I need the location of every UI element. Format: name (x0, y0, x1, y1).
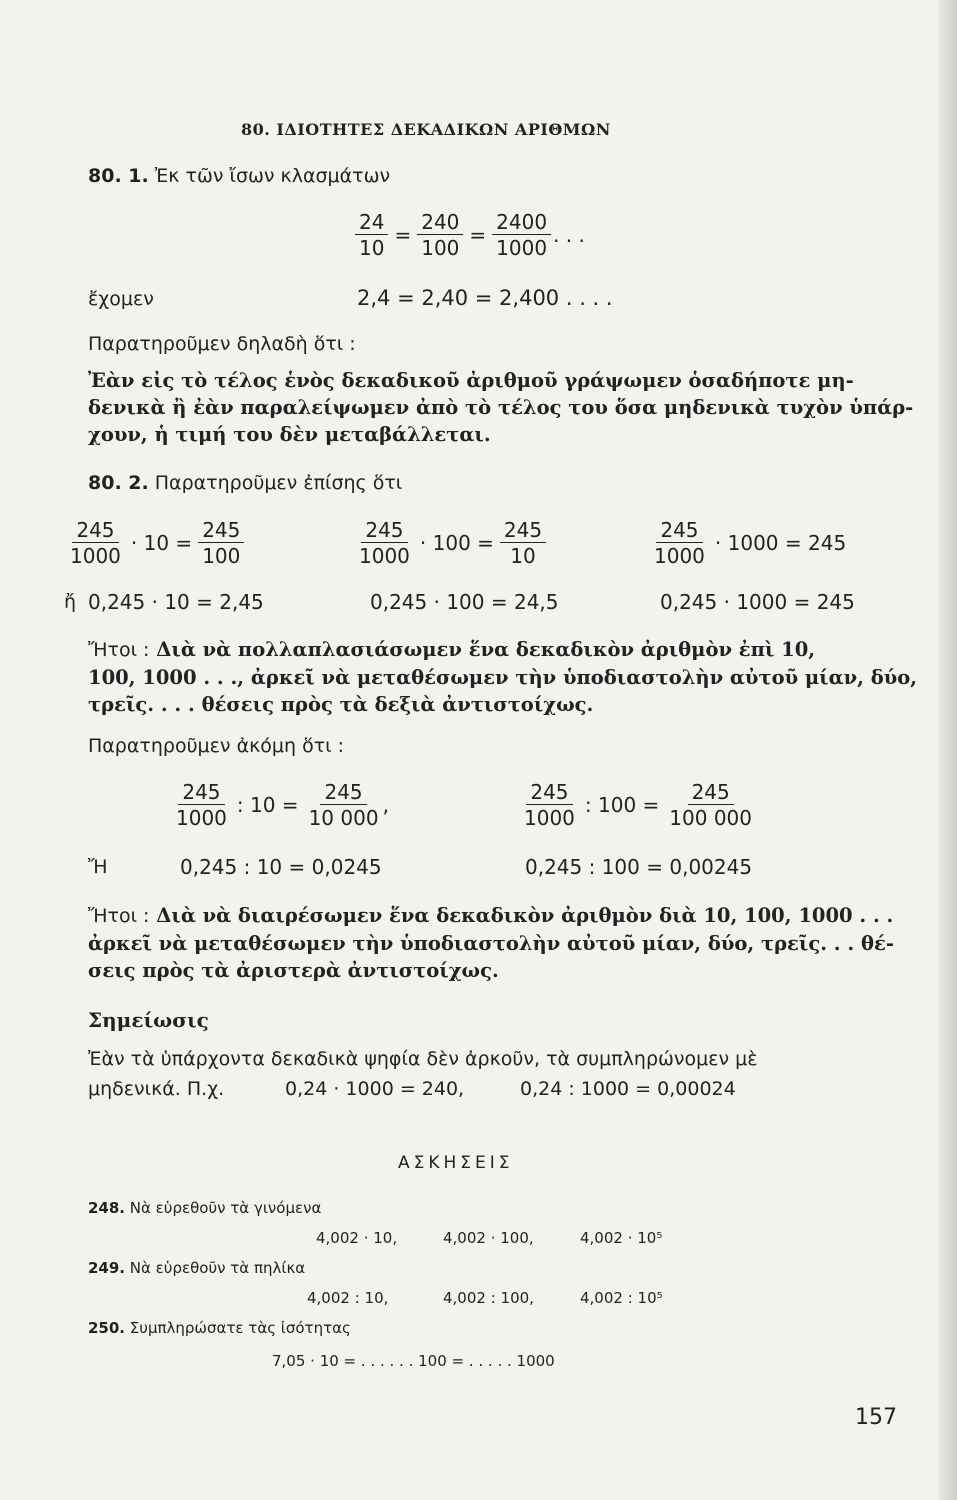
section-heading: 80. ΙΔΙΟΤΗΤΕΣ ΔΕΚΑΔΙΚΩΝ ΑΡΙΘΜΩΝ (241, 120, 611, 139)
or-label: ἤ (64, 591, 77, 613)
exercise-249-a: 4,002 : 10, (307, 1289, 389, 1307)
exercise-249: 249. Νὰ εὑρεθοῦν τὰ πηλίκα (88, 1259, 306, 1277)
observe-line-2: Παρατηροῦμεν ἀκόμη ὅτι : (88, 735, 345, 757)
section-80-1-intro: 80. 1. Ἐκ τῶν ἴσων κλασμάτων (88, 165, 391, 187)
division-2: $\frac{245}{1000}$ : 100 = $\frac{245}{100 000}$ (524, 780, 753, 830)
exercise-248-b: 4,002 · 100, (443, 1229, 534, 1247)
or-label-2: Ἤ (88, 856, 108, 878)
rule-paragraph-1: Ἐὰν εἰς τὸ τέλος ἑνὸς δεκαδικοῦ ἀριθμοῦ γράψωμεν ὁσαδήποτε μη- δενικὰ ἢ ἐὰν παραλείψωμεν ἀπὸ τὸ τέλος του ὅσα μηδενικὰ τυχὸν ὑπάρ- χουν, ἡ τιμή του δὲν μεταβάλλεται. (88, 369, 914, 446)
decimal-product-1: 0,245 · 10 = 2,45 (88, 590, 264, 614)
rule-paragraph-2: Ἤτοι : Διὰ νὰ πολλαπλασιάσωμεν ἕνα δεκαδικὸν ἀριθμὸν ἐπὶ 10, 100, 1000 . . ., ἀρκεῖ νὰ μεταθέσωμεν τὴν ὑποδιαστολὴν αὐτοῦ μίαν, δύο, τρεῖς. . . . θέσεις πρὸς τὰ δεξιὰ ἀντιστοίχως. (88, 638, 918, 716)
multiplication-3: $\frac{245}{1000}$ · 1000 = 245 (654, 518, 847, 568)
multiplication-2: $\frac{245}{1000}$ · 100 = $\frac{245}{10}$ (355, 520, 546, 566)
decimal-product-3: 0,245 · 1000 = 245 (660, 590, 855, 614)
note-line-2-label: μηδενικά. Π.χ. (88, 1078, 225, 1100)
decimal-equality: 2,4 = 2,40 = 2,400 . . . . (357, 286, 613, 310)
exercise-250: 250. Συμπληρώσατε τὰς ἰσότητας (88, 1319, 351, 1337)
page-number: 157 (855, 1405, 897, 1430)
exercise-248-a: 4,002 · 10, (316, 1229, 398, 1247)
have-label: ἔχομεν (88, 288, 154, 310)
decimal-quotient-2: 0,245 : 100 = 0,00245 (525, 855, 753, 879)
observe-line: Παρατηροῦμεν δηλαδὴ ὅτι : (88, 333, 356, 355)
exercise-248-c: 4,002 · 10⁵ (580, 1229, 663, 1247)
fraction: $\frac{2400}{1000}$ (492, 212, 551, 258)
section-80-2-intro: 80. 2. Παρατηροῦμεν ἐπίσης ὅτι (88, 472, 403, 494)
exercises-title: ΑΣΚΗΣΕΙΣ (398, 1153, 514, 1173)
fraction: $\frac{24}{10}$ (355, 212, 388, 258)
division-1: $\frac{245}{1000}$ : 10 = $\frac{245}{10 000}$ , (176, 780, 389, 830)
fraction-equality: $\frac{24}{10}$ = $\frac{240}{100}$ = $\frac{2400}{1000}$ . . . (355, 212, 585, 258)
note-title: Σημείωσις (88, 1008, 209, 1032)
exercise-249-b: 4,002 : 100, (443, 1289, 534, 1307)
note-example-2: 0,24 : 1000 = 0,00024 (520, 1078, 736, 1100)
note-line-1: Ἐὰν τὰ ὑπάρχοντα δεκαδικὰ ψηφία δὲν ἀρκοῦν, τὰ συμπληρώνομεν μὲ (88, 1048, 758, 1070)
decimal-quotient-1: 0,245 : 10 = 0,0245 (180, 855, 382, 879)
exercise-249-c: 4,002 : 10⁵ (580, 1289, 663, 1307)
fraction: $\frac{240}{100}$ (417, 212, 463, 258)
rule-paragraph-3: Ἤτοι : Διὰ νὰ διαιρέσωμεν ἕνα δεκαδικὸν ἀριθμὸν διὰ 10, 100, 1000 . . . ἀρκεῖ νὰ μεταθέσωμεν τὴν ὑποδιαστολὴν αὐτοῦ μίαν, δύο, τρεῖς. . . θέ- σεις πρὸς τὰ ἀριστερὰ ἀντιστοίχως. (88, 904, 894, 982)
note-example-1: 0,24 · 1000 = 240, (285, 1078, 465, 1100)
decimal-product-2: 0,245 · 100 = 24,5 (370, 590, 559, 614)
multiplication-1: $\frac{245}{1000}$ · 10 = $\frac{245}{100}$ (66, 520, 244, 566)
exercise-250-a: 7,05 · 10 = . . . . . . 100 = . . . . . 1000 (272, 1352, 555, 1370)
exercise-248: 248. Νὰ εὑρεθοῦν τὰ γινόμενα (88, 1199, 322, 1217)
